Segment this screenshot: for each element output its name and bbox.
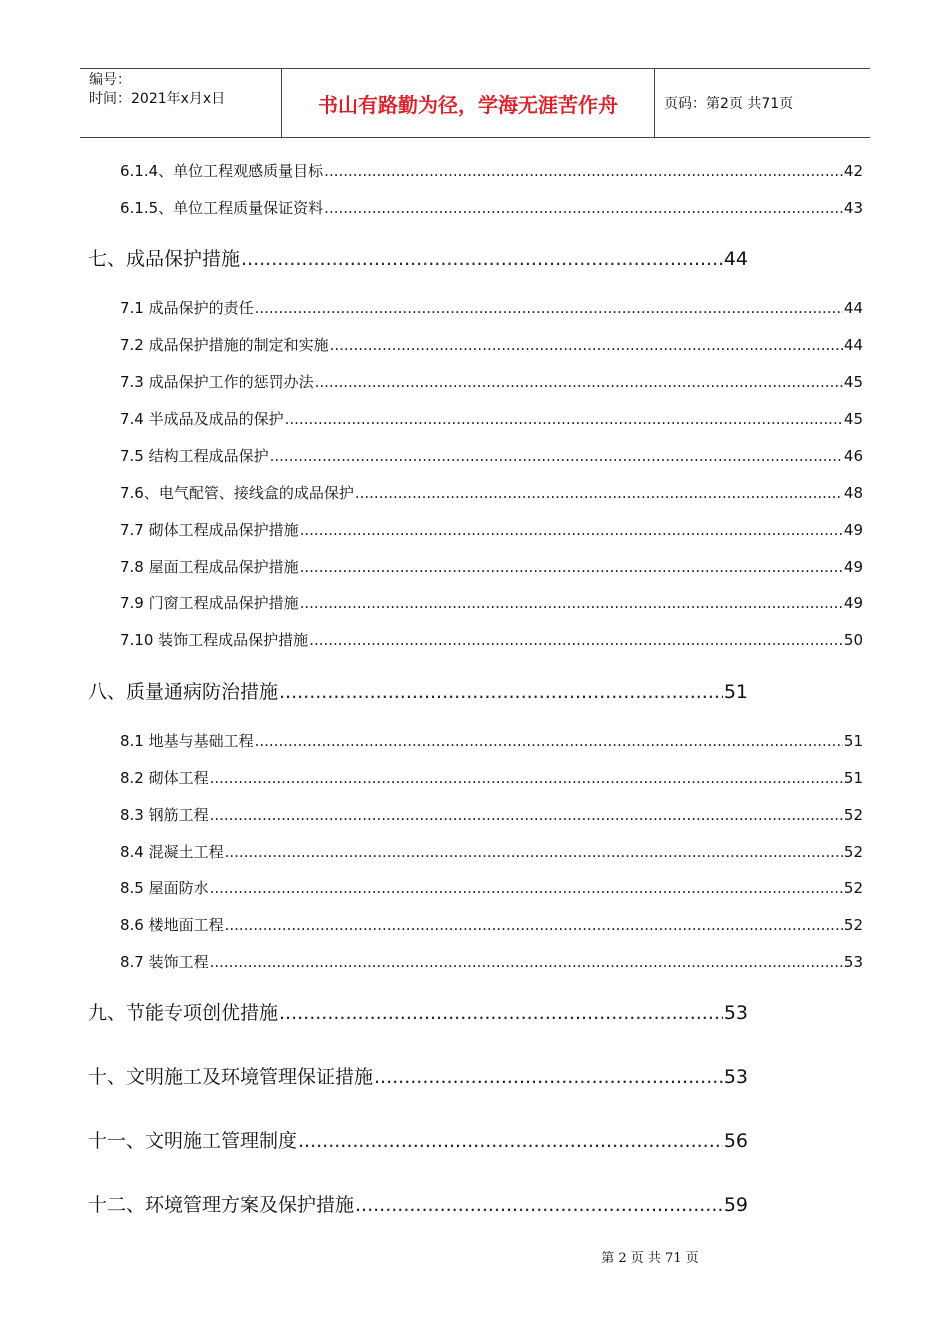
toc-leader: [324, 162, 843, 180]
toc-entry-title: 十、文明施工及环境管理保证措施: [88, 1066, 374, 1088]
toc-entry-title: 7.10 装饰工程成品保护措施: [120, 631, 309, 649]
toc-entry-page: 53: [723, 1002, 748, 1024]
toc-entry-page: 59: [723, 1194, 748, 1216]
toc-entry-title: 7.1 成品保护的责任: [120, 299, 254, 317]
toc-entry-title: 8.6 楼地面工程: [120, 916, 224, 934]
header-meta: [89, 71, 225, 109]
toc-entry-title: 6.1.4、单位工程观感质量目标: [120, 162, 324, 180]
toc-leader: [315, 373, 843, 391]
toc-entry-page: 46: [843, 447, 863, 465]
toc-entry-page: 53: [843, 953, 863, 971]
toc-chapter-entry[interactable]: [88, 1126, 748, 1153]
toc-leader: [210, 806, 843, 824]
toc-leader: [300, 558, 843, 576]
toc-leader: [210, 769, 843, 787]
toc-entry-title: 7.8 屋面工程成品保护措施: [120, 558, 299, 576]
toc-entry-title: 8.1 地基与基础工程: [120, 732, 254, 750]
toc-entry-page: 45: [843, 373, 863, 391]
toc-entry[interactable]: [120, 877, 863, 898]
toc-entry[interactable]: [120, 160, 863, 181]
toc-entry-page: 44: [723, 248, 748, 270]
toc-chapter-entry[interactable]: [88, 244, 748, 271]
toc-entry[interactable]: [120, 334, 863, 355]
toc-entry-page: 44: [843, 336, 863, 354]
toc-leader: [355, 1194, 723, 1216]
toc-leader: [324, 199, 843, 217]
toc-entry[interactable]: [120, 482, 863, 503]
toc-leader: [255, 299, 843, 317]
page-footer: 第 2 页 共 71 页: [601, 1251, 699, 1266]
toc-entry-title: 8.4 混凝土工程: [120, 843, 224, 861]
toc-entry[interactable]: [120, 519, 863, 540]
toc-entry-page: 49: [843, 558, 863, 576]
toc-leader: [355, 484, 843, 502]
toc-entry-title: 8.2 砌体工程: [120, 769, 209, 787]
toc-entry[interactable]: [120, 556, 863, 577]
toc-entry-page: 51: [723, 681, 748, 703]
header-page-info: 页码：第2页 共71页: [664, 96, 794, 112]
toc-entry-page: 43: [843, 199, 863, 217]
toc-entry-title: 8.5 屋面防水: [120, 879, 209, 897]
toc-leader: [255, 732, 843, 750]
toc-entry-title: 8.3 钢筋工程: [120, 806, 209, 824]
toc-entry-title: 7.2 成品保护措施的制定和实施: [120, 336, 329, 354]
toc-entry[interactable]: [120, 730, 863, 751]
toc-entry[interactable]: [120, 804, 863, 825]
toc-leader: [225, 916, 843, 934]
toc-entry-page: 52: [843, 879, 863, 897]
toc-entry[interactable]: [120, 445, 863, 466]
document-time-label: 时间：2021年x月x日: [89, 91, 226, 107]
toc-leader: [210, 953, 843, 971]
toc-leader: [241, 248, 723, 270]
toc-entry-title: 7.6、电气配管、接线盒的成品保护: [120, 484, 354, 502]
toc-leader: [300, 594, 843, 612]
toc-entry[interactable]: [120, 197, 863, 218]
toc-leader: [270, 447, 843, 465]
toc-leader: [279, 1002, 723, 1024]
toc-entry-title: 九、节能专项创优措施: [88, 1002, 279, 1024]
toc-leader: [279, 681, 723, 703]
toc-entry-title: 7.5 结构工程成品保护: [120, 447, 269, 465]
header-divider: [654, 69, 655, 137]
toc-chapter-entry[interactable]: [88, 998, 748, 1025]
toc-entry-title: 7.7 砌体工程成品保护措施: [120, 521, 299, 539]
toc-entry-title: 7.9 门窗工程成品保护措施: [120, 594, 299, 612]
toc-entry-title: 十二、环境管理方案及保护措施: [88, 1194, 355, 1216]
toc-entry[interactable]: [120, 592, 863, 613]
toc-entry[interactable]: [120, 408, 863, 429]
toc-leader: [300, 521, 843, 539]
toc-leader: [374, 1066, 723, 1088]
toc-entry-page: 45: [843, 410, 863, 428]
toc-entry-page: 49: [843, 521, 863, 539]
toc-entry-title: 八、质量通病防治措施: [88, 681, 279, 703]
toc-entry[interactable]: [120, 767, 863, 788]
toc-chapter-entry[interactable]: [88, 1190, 748, 1217]
toc-entry-page: 49: [843, 594, 863, 612]
toc-entry[interactable]: [120, 297, 863, 318]
toc-entry[interactable]: [120, 629, 863, 650]
toc-entry-page: 52: [843, 806, 863, 824]
toc-entry-page: 52: [843, 843, 863, 861]
toc-leader: [225, 843, 843, 861]
toc-entry-page: 48: [843, 484, 863, 502]
toc-leader: [285, 410, 843, 428]
page-header: [80, 68, 870, 138]
toc-entry-title: 7.4 半成品及成品的保护: [120, 410, 284, 428]
toc-entry-title: 7.3 成品保护工作的惩罚办法: [120, 373, 314, 391]
toc-entry-title: 8.7 装饰工程: [120, 953, 209, 971]
document-number-label: 编号：: [89, 72, 131, 88]
toc-entry[interactable]: [120, 371, 863, 392]
toc-entry[interactable]: [120, 841, 863, 862]
toc-leader: [210, 879, 843, 897]
toc-entry-page: 42: [843, 162, 863, 180]
toc-leader: [309, 631, 843, 649]
toc-entry-page: 51: [843, 769, 863, 787]
toc-entry-title: 十一、文明施工管理制度: [88, 1130, 298, 1152]
toc-entry[interactable]: [120, 951, 863, 972]
toc-leader: [298, 1130, 723, 1152]
toc-entry-title: 七、成品保护措施: [88, 248, 241, 270]
toc-entry-page: 52: [843, 916, 863, 934]
toc-chapter-entry[interactable]: [88, 677, 748, 704]
toc-leader: [330, 336, 843, 354]
toc-entry-page: 50: [843, 631, 863, 649]
toc-entry-page: 44: [843, 299, 863, 317]
toc-chapter-entry[interactable]: [88, 1062, 748, 1089]
toc-entry-page: 51: [843, 732, 863, 750]
toc-entry-page: 56: [723, 1130, 748, 1152]
toc-entry-page: 53: [723, 1066, 748, 1088]
header-motto: 书山有路勤为径，学海无涯苦作舟: [318, 92, 618, 117]
toc-entry[interactable]: [120, 914, 863, 935]
toc-entry-title: 6.1.5、单位工程质量保证资料: [120, 199, 324, 217]
